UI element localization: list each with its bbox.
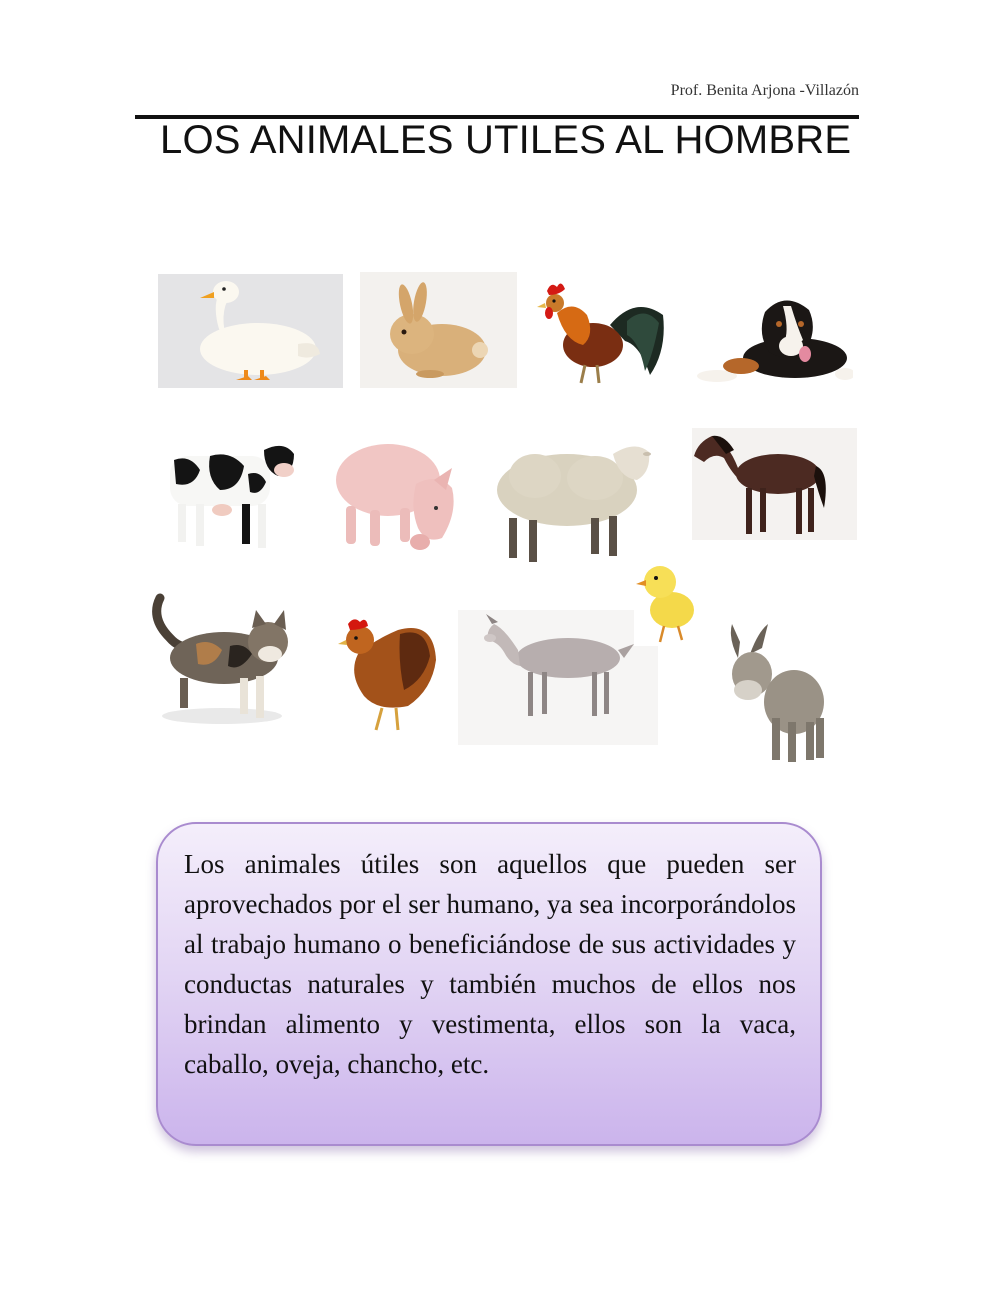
header-author: Prof. Benita Arjona -Villazón [670, 82, 859, 99]
page-title: LOS ANIMALES UTILES AL HOMBRE [160, 118, 852, 162]
dog-image [695, 292, 853, 384]
donkey-image [708, 618, 858, 768]
cat-image [140, 588, 290, 728]
hen-image [338, 610, 440, 738]
rabbit-image [360, 272, 517, 388]
cow-image [160, 430, 302, 558]
duck-image [158, 274, 343, 388]
goat-image [458, 610, 658, 745]
pig-image [330, 428, 464, 558]
horse-image [692, 428, 857, 540]
info-box [156, 822, 822, 1146]
rooster-image [535, 275, 670, 390]
chick-image [634, 554, 704, 646]
sheep-image [495, 432, 655, 567]
info-text: Los animales útiles son aquellos que pueden ser aprovechados por el ser humano, ya sea incorporándolos al trabajo humano o beneficiándose de sus actividades y conductas naturales y también muchos de ellos nos brindan alimento y vestimenta, ellos son la vaca, caballo, oveja, chancho, etc. [184, 849, 796, 1079]
